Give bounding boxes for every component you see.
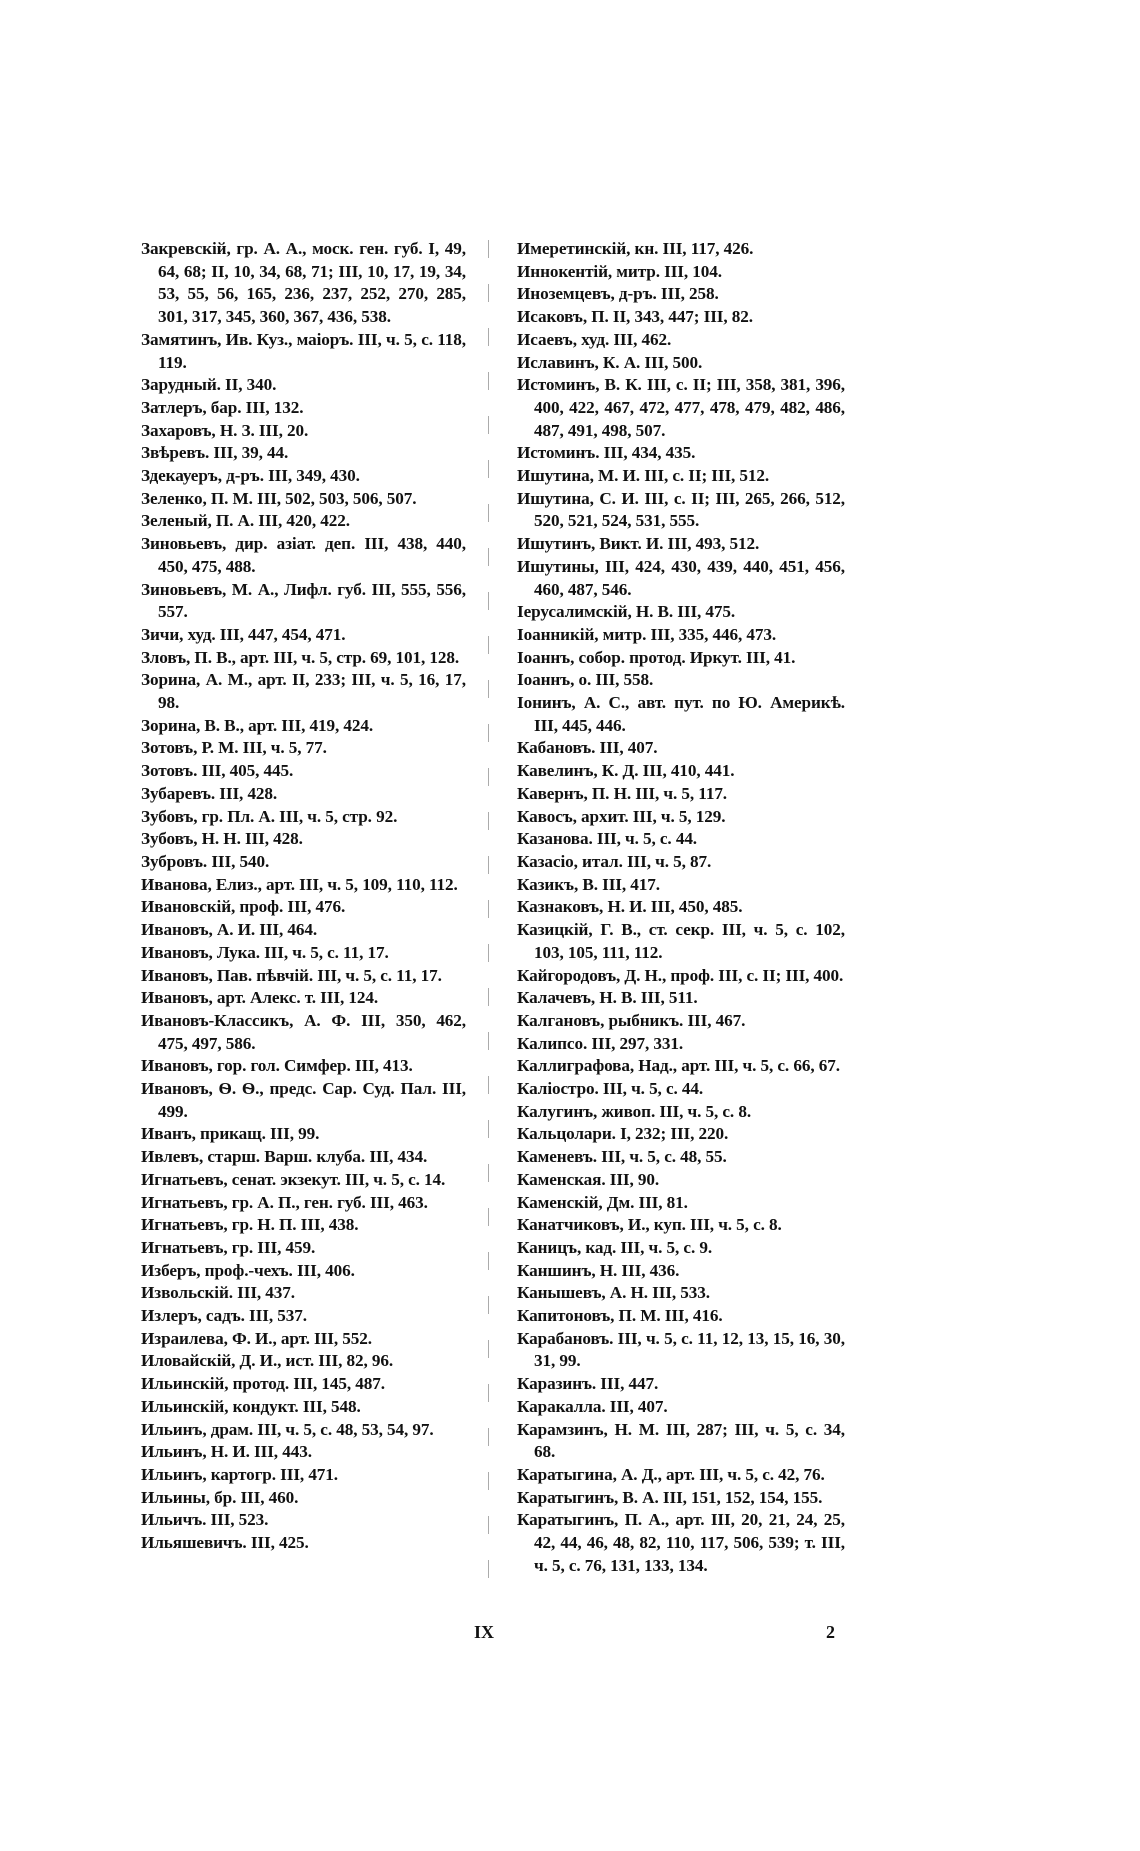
index-entry: Исаевъ, худ. III, 462. [517,329,672,349]
index-entry: Ильинскій, протод. III, 145, 487. [141,1374,385,1394]
index-entry: Кавернъ, П. Н. III, ч. 5, 117. [517,783,728,803]
index-entry: Ильинъ, Н. И. III, 443. [141,1442,312,1462]
index-entry: Зловъ, П. В., арт. III, ч. 5, стр. 69, 101, 128. [141,647,460,667]
index-entry: Зубаревъ. III, 428. [141,783,278,803]
index-column-left [141,238,466,1555]
index-entry: Ивлевъ, старш. Варш. клуба. III, 434. [141,1147,428,1167]
index-entry: Каратыгинъ, П. А., арт. III, 20, 21, 24, 25, 42, 44, 46, 48, 82, 110, 117, 506, 539; т. III, ч. 5, с. 76, 131, 133, 134. [517,1510,845,1575]
index-entry: Казасіо, итал. III, ч. 5, 87. [517,851,712,871]
index-entry: Ильинъ, драм. III, ч. 5, с. 48, 53, 54, 97. [141,1419,434,1439]
index-entry: Зичи, худ. III, 447, 454, 471. [141,624,346,644]
index-entry: Іоаннъ, о. III, 558. [517,670,654,690]
index-entry: Каменская. III, 90. [517,1169,660,1189]
index-entry: Каратыгинъ, В. А. III, 151, 152, 154, 155. [517,1487,823,1507]
index-entry: Иславинъ, К. А. III, 500. [517,352,703,372]
index-entry: Ишутины, III, 424, 430, 439, 440, 451, 456, 460, 487, 546. [517,556,845,599]
index-entry: Имеретинскій, кн. III, 117, 426. [517,239,754,258]
index-entry: Игнатьевъ, гр. III, 459. [141,1237,316,1257]
index-entry: Карамзинъ, Н. М. III, 287; III, ч. 5, с. 34, 68. [517,1419,845,1462]
column-divider [488,240,489,1585]
index-entry: Іонинъ, А. С., авт. пут. по Ю. Америкѣ. III, 445, 446. [517,693,845,735]
index-entry: Каменевъ. III, ч. 5, с. 48, 55. [517,1147,727,1167]
index-entry: Каницъ, кад. III, ч. 5, с. 9. [517,1237,713,1257]
index-entry: Калугинъ, живоп. III, ч. 5, с. 8. [517,1101,752,1121]
index-entry: Казанова. III, ч. 5, с. 44. [517,829,698,849]
index-entry: Казикъ, В. III, 417. [517,874,660,894]
index-entry: Излеръ, садъ. III, 537. [141,1306,307,1326]
index-entry: Израилева, Ф. И., арт. III, 552. [141,1328,372,1348]
index-entry: Затлеръ, бар. III, 132. [141,397,304,417]
index-entry: Ильяшевичъ. III, 425. [141,1533,309,1553]
index-entry: Изберъ, проф.-чехъ. III, 406. [141,1260,355,1280]
index-entry: Игнатьевъ, сенат. экзекут. III, ч. 5, с. 14. [141,1169,446,1189]
index-entry: Каншинъ, Н. III, 436. [517,1260,680,1280]
index-entry: Истоминъ, В. К. III, с. II; III, 358, 381, 396, 400, 422, 467, 472, 477, 478, 479, 482, 486, 487, 491, 498, 507. [517,375,845,440]
index-entry: Ильины, бр. III, 460. [141,1487,299,1507]
index-entry: Ишутинъ, Викт. И. III, 493, 512. [517,534,760,554]
index-entry: Иноземцевъ, д-ръ. III, 258. [517,284,719,304]
index-entry: Зарудный. II, 340. [141,375,277,395]
index-entry: Зеленко, П. М. III, 502, 503, 506, 507. [141,488,417,508]
index-entry: Зубовъ, гр. Пл. А. III, ч. 5, стр. 92. [141,806,398,826]
index-entry: Кавелинъ, К. Д. III, 410, 441. [517,761,735,781]
index-entry: Каракалла. III, 407. [517,1396,668,1416]
index-entry: Ивановъ-Классикъ, А. Ф. III, 350, 462, 475, 497, 586. [141,1010,466,1053]
index-entry: Калипсо. III, 297, 331. [517,1033,684,1053]
index-entry: Зотовъ, Р. М. III, ч. 5, 77. [141,738,327,758]
index-entry: Зубовъ, Н. Н. III, 428. [141,829,303,849]
index-entry: Звѣревъ. III, 39, 44. [141,443,289,463]
index-entry: Закревскій, гр. А. А., моск. ген. губ. I, 49, 64, 68; II, 10, 34, 68, 71; III, 10, 17, 19, 34, 53, 55, 56, 165, 236, 237, 252, 270, 285, 301, 317, 345, 360, 367, 436, 538. [141,239,466,327]
index-entry: Иннокентій, митр. III, 104. [517,261,722,281]
index-entry: Іоаннъ, собор. протод. Иркут. III, 41. [517,647,796,667]
index-entry: Зиновьевъ, дир. азіат. деп. III, 438, 440, 450, 475, 488. [141,534,466,576]
index-entry: Кайгородовъ, Д. Н., проф. III, с. II; III, 400. [517,965,844,985]
index-column-right [517,238,845,1577]
index-entry: Ишутина, М. И. III, с. II; III, 512. [517,466,770,486]
index-entry: Ивановъ, А. И. III, 464. [141,920,318,940]
index-entry: Каратыгина, А. Д., арт. III, ч. 5, с. 42, 76. [517,1464,825,1484]
index-entry: Калачевъ, Н. В. III, 511. [517,988,698,1008]
index-entry: Іерусалимскій, Н. В. III, 475. [517,602,736,622]
index-entry: Игнатьевъ, гр. Н. П. III, 438. [141,1215,359,1235]
index-entry: Каллиграфова, Над., арт. III, ч. 5, с. 66, 67. [517,1056,840,1076]
index-entry: Извольскій. III, 437. [141,1283,295,1303]
index-entry: Каразинъ. III, 447. [517,1374,659,1394]
index-entry: Ильинъ, картогр. III, 471. [141,1464,338,1484]
index-entry: Исаковъ, П. II, 343, 447; III, 82. [517,307,753,327]
index-entry: Калгановъ, рыбникъ. III, 467. [517,1010,746,1030]
index-entry: Ильичъ. III, 523. [141,1510,269,1530]
index-entry: Казицкій, Г. В., ст. секр. III, ч. 5, с. 102, 103, 105, 111, 112. [517,920,845,962]
index-entry: Иванъ, прикащ. III, 99. [141,1124,320,1144]
index-entry: Иванова, Елиз., арт. III, ч. 5, 109, 110, 112. [141,874,458,894]
index-entry: Истоминъ. III, 434, 435. [517,443,696,463]
index-entry: Ивановъ, Пав. пѣвчій. III, ч. 5, с. 11, 17. [141,965,442,985]
index-entry: Зубровъ. III, 540. [141,851,270,871]
index-entry: Кальцолари. I, 232; III, 220. [517,1124,729,1144]
index-entry: Зотовъ. III, 405, 445. [141,761,294,781]
index-entry: Зиновьевъ, М. А., Лифл. губ. III, 555, 556, 557. [141,579,466,622]
index-entry: Ивановъ, Ѳ. Ѳ., предс. Сар. Суд. Пал. III, 499. [141,1079,466,1121]
index-entry: Кавосъ, архит. III, ч. 5, 129. [517,806,726,826]
index-entry: Ивановъ, гор. гол. Симфер. III, 413. [141,1056,413,1076]
index-entry: Каліостро. III, ч. 5, с. 44. [517,1079,704,1099]
index-entry: Здекауеръ, д-ръ. III, 349, 430. [141,466,360,486]
index-entry: Ильинскій, кондукт. III, 548. [141,1396,361,1416]
index-entry: Иловайскій, Д. И., ист. III, 82, 96. [141,1351,394,1371]
index-entry: Зеленый, П. А. III, 420, 422. [141,511,350,531]
index-entry: Игнатьевъ, гр. А. П., ген. губ. III, 463. [141,1192,428,1212]
index-entry: Карабановъ. III, ч. 5, с. 11, 12, 13, 15, 16, 30, 31, 99. [517,1328,845,1371]
index-entry: Іоанникій, митр. III, 335, 446, 473. [517,624,777,644]
index-entry: Канышевъ, А. Н. III, 533. [517,1283,710,1303]
index-entry: Ишутина, С. И. III, с. II; III, 265, 266, 512, 520, 521, 524, 531, 555. [517,488,845,531]
signature-mark: 2 [826,1622,835,1642]
index-entry: Зорина, А. М., арт. II, 233; III, ч. 5, 16, 17, 98. [141,670,466,713]
index-entry: Ивановъ, Лука. III, ч. 5, с. 11, 17. [141,942,389,962]
index-entry: Кабановъ. III, 407. [517,738,658,758]
index-entry: Ивановскій, проф. III, 476. [141,897,346,917]
index-entry: Капитоновъ, П. М. III, 416. [517,1306,723,1326]
page-number: IX [474,1622,495,1642]
index-entry: Захаровъ, Н. З. III, 20. [141,420,309,440]
index-entry: Ивановъ, арт. Алекс. т. III, 124. [141,988,379,1008]
index-entry: Канатчиковъ, И., куп. III, ч. 5, с. 8. [517,1215,782,1235]
index-entry: Замятинъ, Ив. Куз., маіоръ. III, ч. 5, с. 118, 119. [141,329,466,372]
index-entry: Казнаковъ, Н. И. III, 450, 485. [517,897,743,917]
index-entry: Каменскій, Дм. III, 81. [517,1192,688,1212]
index-entry: Зорина, В. В., арт. III, 419, 424. [141,715,374,735]
